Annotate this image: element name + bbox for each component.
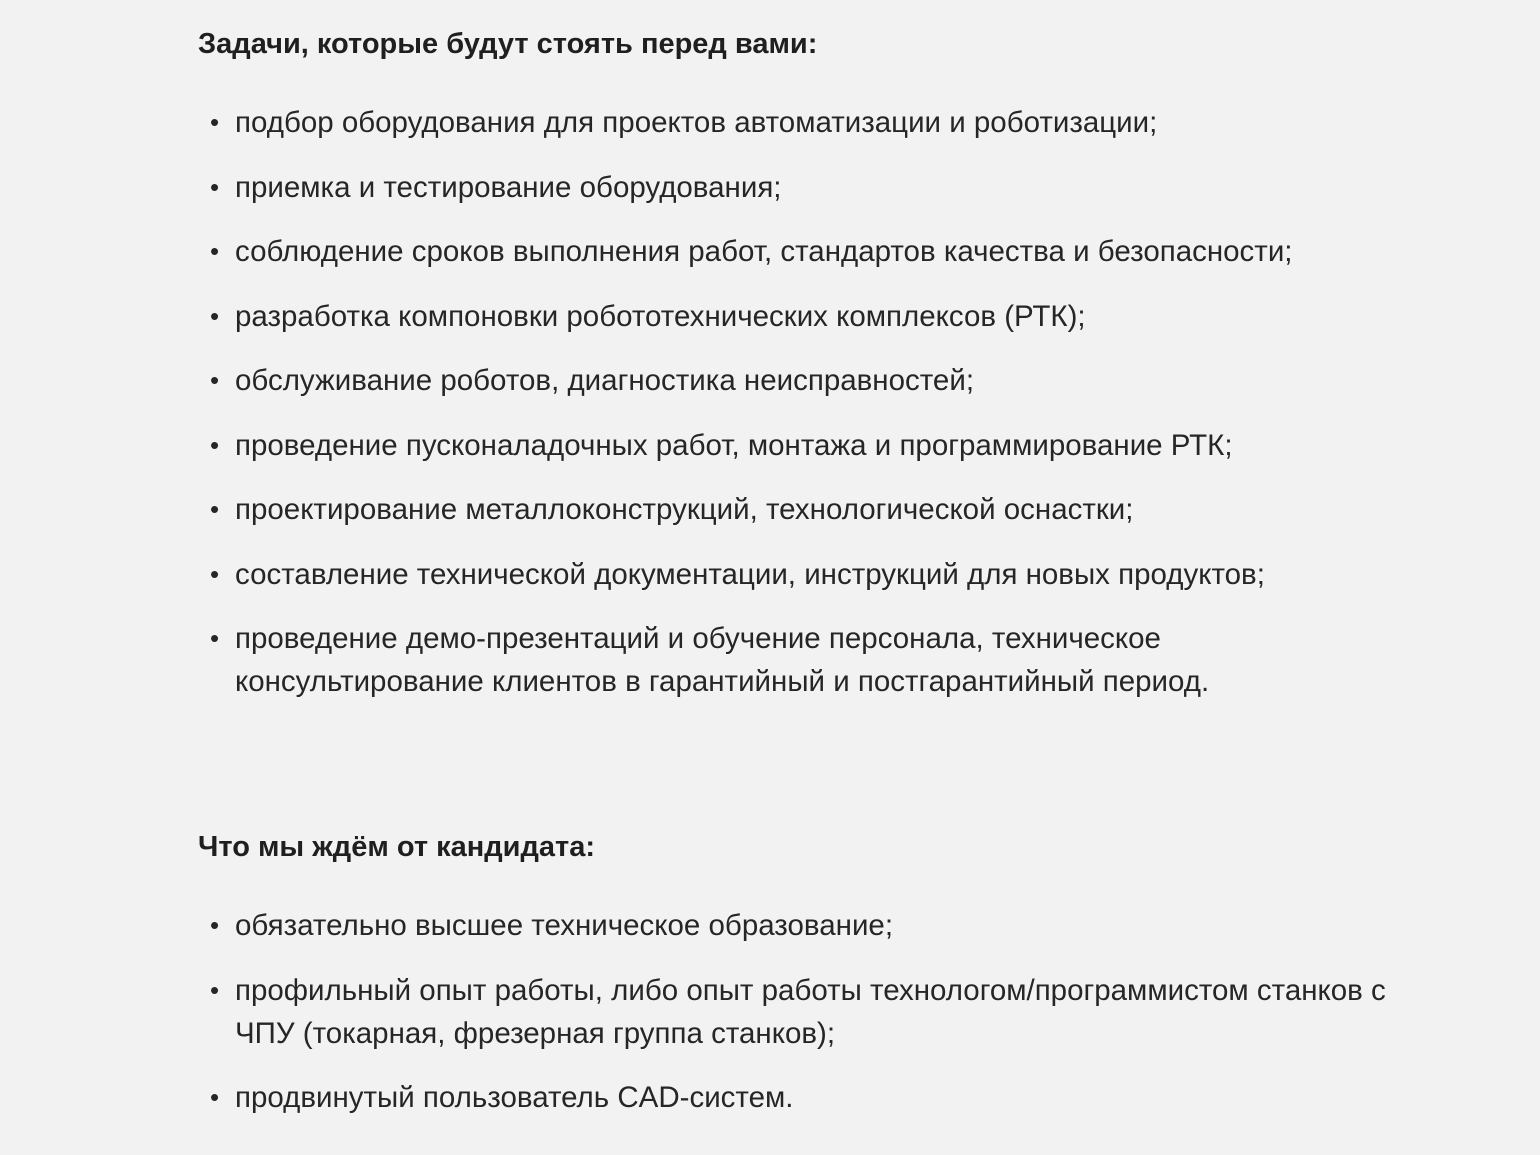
list-item (198, 1076, 1398, 1119)
requirements-heading: Что мы ждём от кандидата: (198, 831, 596, 863)
list-item-text: соблюдение сроков выполнения работ, стандартов качества и безопасности; (235, 235, 1293, 268)
bullet-icon: • (210, 558, 220, 589)
bullet-icon: • (210, 910, 220, 940)
bullet-icon: • (210, 1082, 220, 1112)
list-item (198, 359, 1398, 402)
bullet-icon: • (210, 171, 220, 202)
bullet-icon: • (210, 300, 220, 331)
list-item (198, 166, 1398, 209)
requirements-list (198, 904, 1398, 1141)
list-item (198, 230, 1398, 273)
list-item (198, 617, 1398, 703)
list-item-text: обслуживание роботов, диагностика неисправностей; (235, 364, 975, 397)
list-item (198, 553, 1398, 596)
list-item-text: продвинутый пользователь CAD-систем. (235, 1081, 794, 1114)
bullet-icon: • (210, 494, 220, 524)
bullet-icon: • (210, 974, 220, 1005)
bullet-icon: • (210, 107, 220, 137)
list-item-text: обязательно высшее техническое образование; (235, 909, 894, 942)
tasks-heading: Задачи, которые будут стоять перед вами: (198, 28, 818, 60)
list-item-text: профильный опыт работы, либо опыт работы технологом/программистом станков с ЧПУ (токарная, фрезерная группа станков); (235, 973, 1386, 1050)
list-item-text: разработка компоновки робототехнических комплексов (РТК); (235, 299, 1086, 333)
list-item-text: проектирование металлоконструкций, технологической оснастки; (235, 493, 1134, 526)
bullet-icon: • (210, 365, 220, 395)
list-item (198, 101, 1398, 144)
tasks-list (198, 101, 1398, 725)
bullet-icon: • (210, 623, 220, 653)
list-item-text: приемка и тестирование оборудования; (235, 170, 782, 204)
bullet-icon: • (210, 236, 220, 266)
list-item (198, 424, 1398, 467)
list-item-text: проведение пусконаладочных работ, монтажа и программирование РТК; (235, 428, 1233, 462)
list-item-text: проведение демо-презентаций и обучение персонала, техническое консультирование клиентов в гарантийный и постгарантийный период. (235, 622, 1210, 698)
list-item-text: составление технической документации, инструкций для новых продуктов; (235, 557, 1265, 591)
list-item-text: подбор оборудования для проектов автоматизации и роботизации; (235, 106, 1158, 139)
list-item (198, 969, 1398, 1055)
list-item (198, 295, 1398, 338)
list-item (198, 488, 1398, 531)
bullet-icon: • (210, 429, 220, 460)
list-item (198, 904, 1398, 947)
